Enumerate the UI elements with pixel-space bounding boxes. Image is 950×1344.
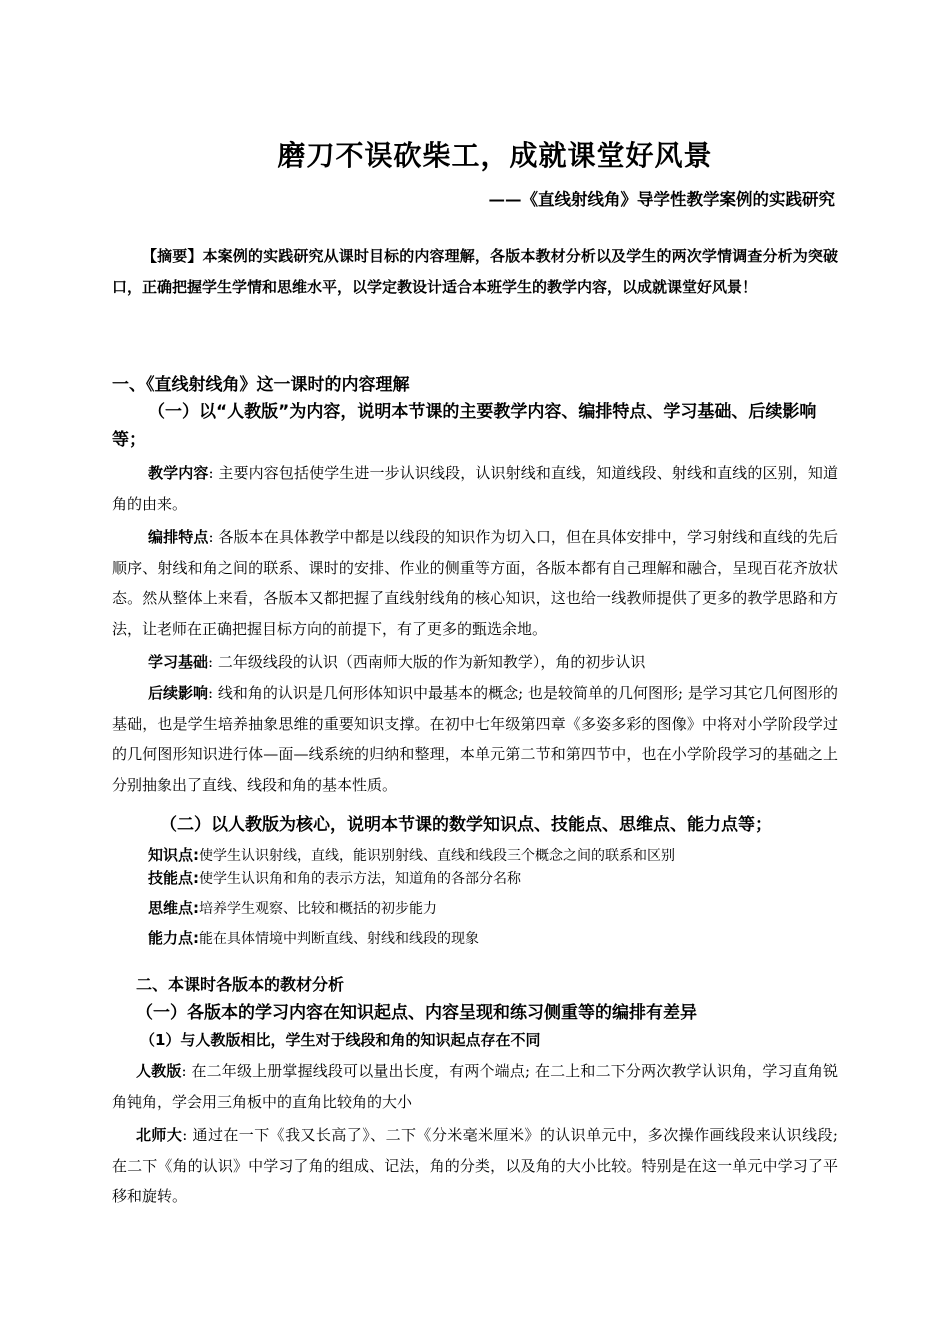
document-subtitle: ——《直线射线角》导学性教学案例的实践研究 (488, 190, 835, 209)
arrangement-text: : 各版本在具体教学中都是以线段的知识作为切入口，但在具体安排中，学习射线和直线的先后顺序、射线和角之间的联系、课时的安排、作业的侧重等方面，各版本都有自己理解和融合，呈现百花齐放状态。然从整体上来看，各版本又都把握了直线射线角的核心知识，这也给一线教师提供了更多的教学思路和方法，让老师在正确把握目标方向的前提下，有了更多的甄选余地。 (112, 528, 838, 638)
section1-sub1-heading: （一）以“人教版”为内容，说明本节课的主要教学内容、编排特点、学习基础、后续影响等； (112, 402, 817, 450)
renjiao-label: 人教版 (136, 1062, 182, 1080)
section2-sub1-heading: （一）各版本的学习内容在知识起点、内容呈现和练习侧重等的编排有差异 (136, 1003, 697, 1023)
arrangement-paragraph (112, 522, 838, 644)
teaching-content-label: 教学内容 (148, 464, 209, 482)
point-ability-label: 能力点: (148, 929, 199, 947)
beishida-label: 北师大 (136, 1126, 183, 1144)
beishida-paragraph (112, 1120, 838, 1212)
arrangement-label: 编排特点 (148, 528, 209, 546)
section1-sub2-heading: （二）以人教版为核心，说明本节课的数学知识点、技能点、思维点、能力点等； (160, 815, 772, 835)
subsequent-impact-label: 后续影响 (148, 684, 209, 702)
learning-basis-paragraph (112, 647, 838, 678)
point-ability-text: 能在具体情境中判断直线、射线和线段的现象 (199, 931, 479, 947)
learning-basis-text: : 二年级线段的认识（西南师大版的作为新知教学），角的初步认识 (208, 653, 646, 671)
subsequent-impact-text: : 线和角的认识是几何形体知识中最基本的概念; 也是较简单的几何图形; 是学习其它几何图形的基础，也是学生培养抽象思维的重要知识支撑。在初中七年级第四章《多姿多彩的图像》中将对小学阶段学过的几何图形知识进行体—面—线系统的归纳和整理，本单元第二节和第四节中，也在小学阶段学习的基础之上分别抽象出了直线、线段和角的基本性质。 (112, 684, 838, 794)
point-thinking (148, 897, 437, 918)
point-skill-text: 使学生认识角和角的表示方法，知道角的各部分名称 (199, 871, 521, 887)
subsequent-impact-paragraph (112, 678, 838, 800)
beishida-text: : 通过在一下《我又长高了》、二下《分米毫米厘米》的认识单元中，多次操作画线段来认识线段; 在二下《角的认识》中学习了角的组成、记法，角的分类，以及角的大小比较。特别是在这一单元中学习了平移和旋转。 (112, 1126, 838, 1205)
document-title: 磨刀不误砍柴工，成就课堂好风景 (277, 139, 713, 172)
teaching-content-paragraph (112, 458, 838, 519)
learning-basis-label: 学习基础 (148, 653, 209, 671)
section2-heading: 二、本课时各版本的教材分析 (136, 975, 345, 994)
point-knowledge-text: 使学生认识射线，直线，能识别射线、直线和线段三个概念之间的联系和区别 (199, 848, 675, 864)
point-knowledge (148, 844, 675, 865)
section2-sub1-1-heading: （1）与人教版相比，学生对于线段和角的知识起点存在不同 (140, 1031, 541, 1049)
point-thinking-text: 培养学生观察、比较和概括的初步能力 (199, 901, 437, 917)
point-knowledge-label: 知识点: (148, 846, 199, 864)
point-skill-label: 技能点: (148, 869, 199, 887)
abstract-paragraph: 【摘要】本案例的实践研究从课时目标的内容理解，各版本教材分析以及学生的两次学情调查分析为突破口，正确把握学生学情和思维水平，以学定教设计适合本班学生的教学内容，以成就课堂好风景！ (112, 247, 838, 296)
section1-heading: 一、《直线射线角》这一课时的内容理解 (112, 375, 410, 395)
point-ability (148, 927, 479, 948)
point-skill (148, 867, 521, 888)
renjiao-text: : 在二年级上册掌握线段可以量出长度，有两个端点; 在二上和二下分两次教学认识角，学习直角锐角钝角，学会用三角板中的直角比较角的大小 (112, 1062, 838, 1111)
point-thinking-label: 思维点: (148, 899, 199, 917)
teaching-content-text: : 主要内容包括使学生进一步认识线段，认识射线和直线，知道线段、射线和直线的区别，知道角的由来。 (112, 464, 838, 513)
renjiao-paragraph (112, 1056, 838, 1117)
